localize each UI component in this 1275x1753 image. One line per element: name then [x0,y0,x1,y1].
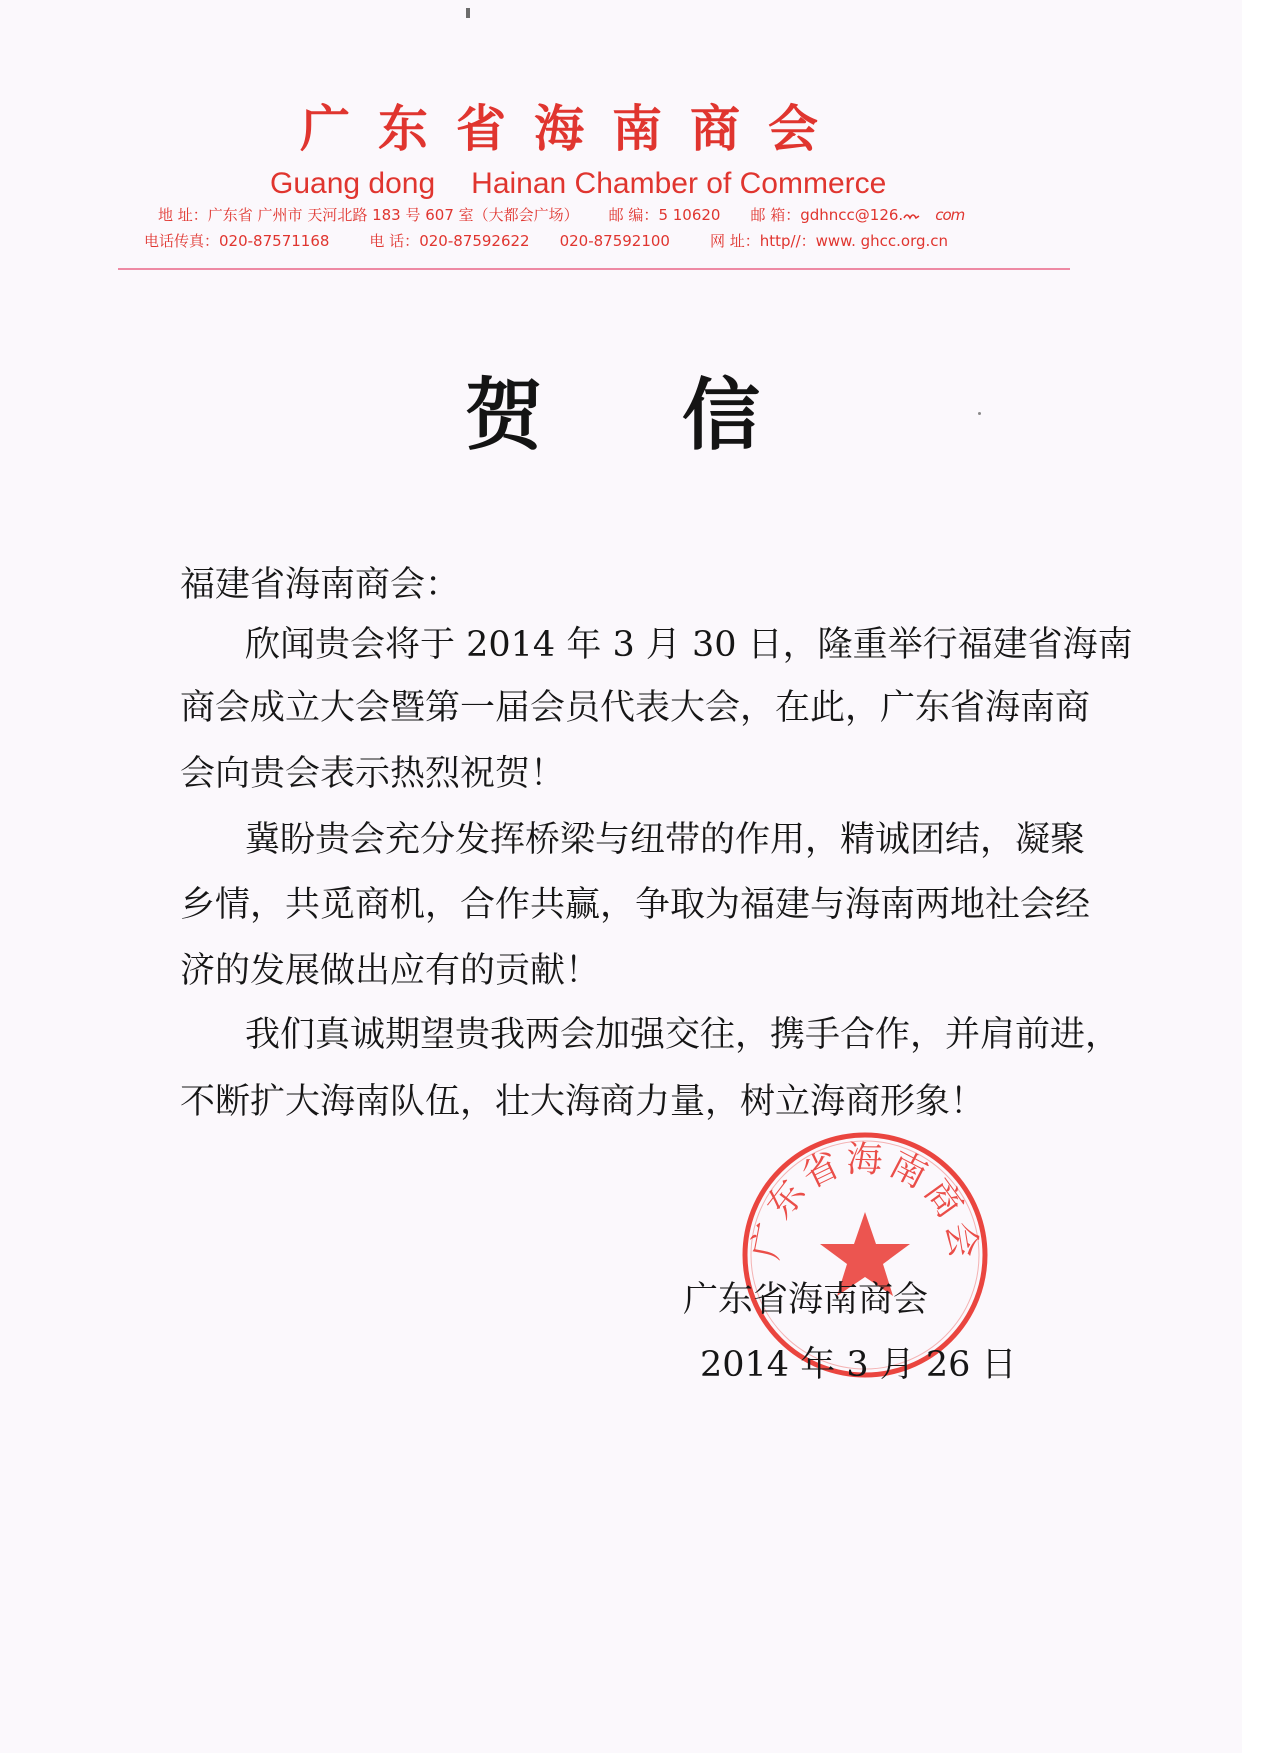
body-line-5: 乡情，共觅商机，合作共赢，争取为福建与海南两地社会经 [180,885,1091,925]
body-line-7: 我们真诚期望贵我两会加强交往，携手合作，并肩前进， [245,1015,1121,1055]
fax-label: 电话传真： [144,232,220,250]
body-line-3: 会向贵会表示热烈祝贺！ [180,754,566,794]
phone-value-2: 020-87592100 [559,232,670,250]
body-line-2: 商会成立大会暨第一届会员代表大会，在此，广东省海南商 [180,688,1091,728]
scan-mark [466,8,470,18]
web-label: 网 址： [709,232,760,250]
web-value: http//：www. ghcc.org.cn [759,232,949,250]
letterhead-divider [118,268,1070,270]
heading-char-2: 信 [682,370,761,461]
svg-text:广东省海南商会: 广东省海南商会 [745,1139,985,1266]
salutation: 福建省海南商会： [180,565,461,605]
email-handwritten-text: com [935,206,965,224]
email-label: 邮 箱： [750,206,801,224]
phone-label: 电 话： [369,232,420,250]
signature-date: 2014 年 3 月 26 日 [700,1345,1017,1385]
postcode-value: 5 10620 [658,206,721,224]
body-line-8: 不断扩大海南队伍，壮大海商力量，树立海商形象！ [180,1082,986,1122]
signature-org: 广东省海南商会 [683,1280,929,1320]
letterhead-en-part2: Hainan Chamber of Commerce [471,167,887,200]
email-handwritten-suffix [903,204,964,226]
body-line-6: 济的发展做出应有的贡献！ [180,951,601,991]
address-label: 地 址： [158,206,208,224]
scan-margin [1242,0,1275,1753]
letterhead-org-name-en [270,163,886,205]
handwritten-scribble-icon [903,210,935,222]
postcode-label: 邮 编： [608,206,659,224]
letterhead-address-line [158,204,964,226]
heading-char-1: 贺 [465,370,544,461]
letterhead-org-name-cn: 广东省海南商会 [300,99,846,158]
body-line-1: 欣闻贵会将于 2014 年 3 月 30 日，隆重举行福建省海南 [245,625,1133,665]
address-value: 广东省 广州市 天河北路 183 号 607 室（大都会广场） [207,206,579,224]
email-value: gdhncc@126. [800,206,904,224]
fax-value: 020-87571168 [219,232,330,250]
body-line-4: 冀盼贵会充分发挥桥梁与纽带的作用，精诚团结，凝聚 [245,820,1086,860]
letterhead-en-part1: Guang dong [270,167,436,200]
scan-speck [978,412,981,415]
phone-value-1: 020-87592622 [419,232,530,250]
letterhead-contact-line [144,230,948,252]
